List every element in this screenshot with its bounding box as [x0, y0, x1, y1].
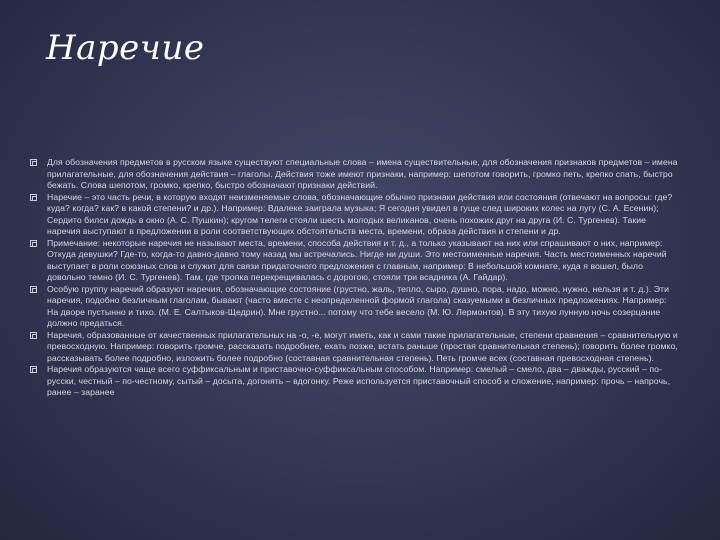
list-item [30, 238, 680, 284]
page-title: Наречие [46, 28, 205, 68]
list-item [30, 364, 680, 399]
bullet-icon [30, 332, 37, 339]
bullet-icon [30, 286, 37, 293]
list-item [30, 192, 680, 238]
paragraph: Для обозначения предметов в русском языке существуют специальные слова – имена существительные, для обозначения признаков предметов – имена прилагательные, для обозначения действия – глаголы. Действия тоже имеют признаки, например: шепотом говорить, громко петь, крепко спать, быстро бежать. Слова шепотом, громко, крепко, быстро обозначают признаки действий. [47, 157, 678, 190]
bullet-icon [30, 194, 37, 201]
list-item [30, 330, 680, 365]
bullet-icon [30, 159, 37, 166]
list-item [30, 157, 680, 192]
paragraph: Особую группу наречий образуют наречия, обозначающие состояние (грустно, жаль, тепло, сыро, душно, пора, надо, можно, нужно, нельзя и т. д.). Эти наречия, подобно безличным глаголам, бывают (часто вместе с неопределенной формой глагола) сказуемыми в безличных предложениях. Например: На дворе пустынно и тихо. (М. Е. Салтыков-Щедрин). Мне грустно... потому что тебе весело (М. Ю. Лермонтов). В эту тихую лунную ночь созерцание должно предаться. [47, 283, 669, 328]
paragraph: Наречия образуются чаще всего суффиксальным и приставочно-суффиксальным способом. Например: смелый – смело, два – дважды, русский – по-русски, честный – по-честному, сытый – досыта, догонять – вдогонку. Реже используется приставочный способ и сложение, например: прочь – напрочь, ранее – заранее [47, 364, 671, 397]
paragraph: Наречие – это часть речи, в которую входят неизменяемые слова, обозначающие обычно признаки действия или состояния (отвечают на вопросы: где? куда? когда? как? в какой степени? и др.). Например: Вдалеке заиграла музыка; Я сегодня увидел в гуще след широких колес на лугу (С. А. Есенин); Сердито билси дождь в окно (А. С. Пушкин); кругом телеги стояли шесть молодых великанов, очень похожих друг на друга (И. С. Тургенев). Такие наречия выступают в предложении в роли соответствующих обстоятельств места, времени, образа действия и степени и др. [47, 191, 673, 236]
content-list [30, 157, 680, 399]
list-item [30, 284, 680, 330]
bullet-icon [30, 240, 37, 247]
paragraph: Наречия, образованные от качественных прилагательных на -о, -е, могут иметь, как и сами такие прилагательные, степени сравнения – сравнительную и превосходную. Например: говорить громче, рассказать подробнее, ехать позже, встать раньше (простая сравнительная степень); говорить более громко, рассказывать более подробно, изложить более подробно (составная сравнительная степень). Петь громче всех (составная превосходная степень). [47, 329, 678, 363]
bullet-icon [30, 366, 37, 373]
paragraph: Примечание: некоторые наречия не называют места, времени, способа действия и т. д., а только указывают на них или спрашивают о них, например: Откуда девушки? Где-то, когда-то давно-давно тому назад мы встречались. Нигде ни души. Это местоименные наречия. Часть местоименных наречий выступает в роли союзных слов и служит для связи придаточного предложения с главным, например: В небольшой комнате, куда я вошел, было довольно темно (И. С. Тургенев). Там, где тропка перекрещивалась с дорогою, стояли три всадника (А. Гайдар). [47, 237, 667, 282]
